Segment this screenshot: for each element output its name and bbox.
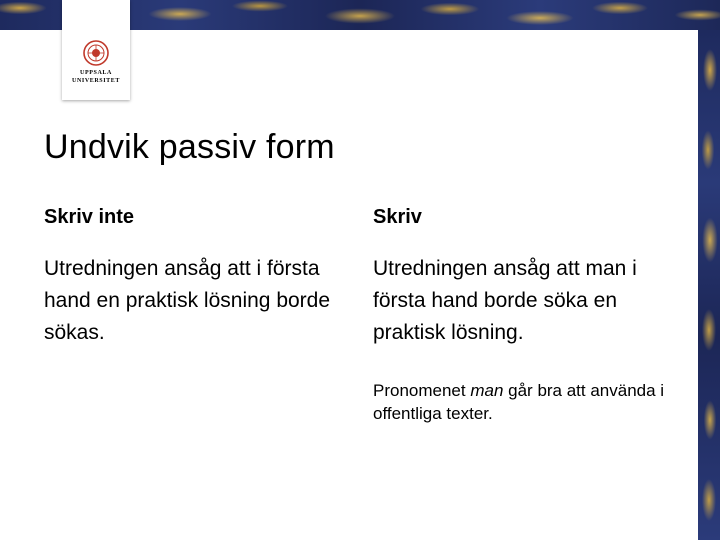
- university-seal-icon: [83, 40, 109, 66]
- note-emphasis: man: [470, 381, 504, 400]
- column-heading-write: Skriv: [373, 206, 422, 228]
- logo-line-2: UNIVERSITET: [72, 78, 120, 84]
- column-write: [373, 203, 693, 425]
- note-text-before: Pronomenet: [373, 381, 471, 400]
- column-dont-write: [44, 203, 334, 349]
- slide-title: Undvik passiv form: [44, 128, 335, 166]
- logo-wordmark: [72, 69, 120, 85]
- pronoun-note: [373, 379, 693, 425]
- decorative-banner-right: [698, 30, 720, 540]
- example-passive-sentence: Utredningen ansåg att i första hand en praktisk lösning borde sökas.: [44, 257, 331, 344]
- note-text-after: går bra att använda i offentliga texter.: [373, 381, 665, 423]
- logo-line-1: UPPSALA: [80, 70, 112, 76]
- column-heading-dont-write: Skriv inte: [44, 206, 135, 228]
- example-active-sentence: Utredningen ansåg att man i första hand borde söka en praktisk lösning.: [373, 257, 637, 344]
- university-logo: [62, 0, 130, 100]
